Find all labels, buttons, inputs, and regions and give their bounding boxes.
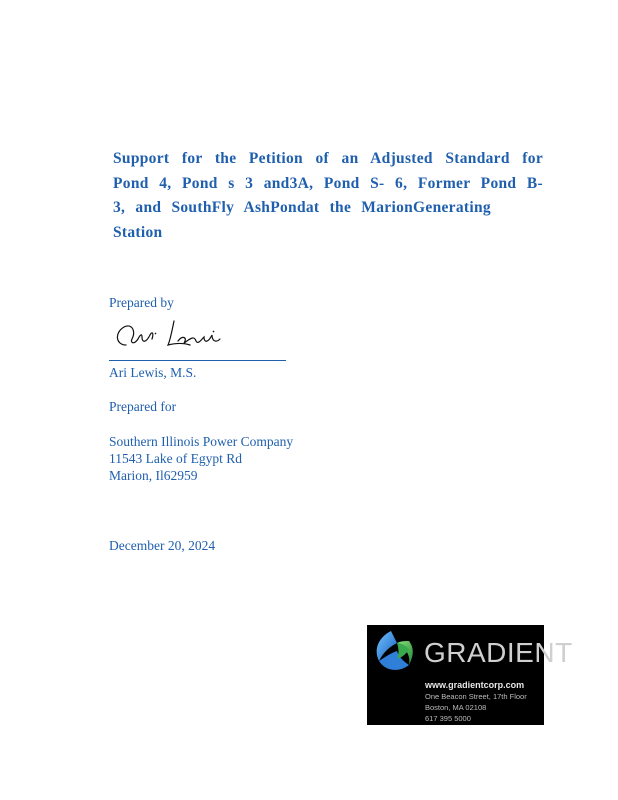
client-street: 11543 Lake of Egypt Rd <box>109 451 242 466</box>
gradient-logo <box>367 625 573 725</box>
signature-image <box>112 315 222 351</box>
client-name: Southern Illinois Power Company <box>109 434 294 449</box>
logo-phone: 617 395 5000 <box>425 714 471 723</box>
author-name: Ari Lewis, M.S. <box>109 365 197 380</box>
logo-address-2: Boston, MA 02108 <box>425 703 487 712</box>
gradient-wordmark: GRADIENT <box>424 637 573 668</box>
title-line-1: Support for the Petition of an Adjusted Standard for <box>113 150 543 167</box>
prepared-for-label: Prepared for <box>109 399 177 414</box>
document-title <box>113 147 543 245</box>
document-date: December 20, 2024 <box>109 538 216 553</box>
client-address <box>109 433 293 484</box>
logo-address-1: One Beacon Street, 17th Floor <box>425 692 527 701</box>
client-city: Marion, Il62959 <box>109 468 198 483</box>
title-line-2: Pond 4, Pond s 3 and3A, Pond S- 6, Former Pond B- <box>113 174 543 192</box>
prepared-by-label: Prepared by <box>109 295 174 310</box>
title-line-3: 3, and SouthFly AshPondat the MarionGenerating <box>113 199 491 216</box>
logo-website: www.gradientcorp.com <box>425 680 525 690</box>
signature-line <box>109 360 286 361</box>
gradient-logo-icon <box>369 627 417 677</box>
title-line-4: Station <box>113 223 163 241</box>
